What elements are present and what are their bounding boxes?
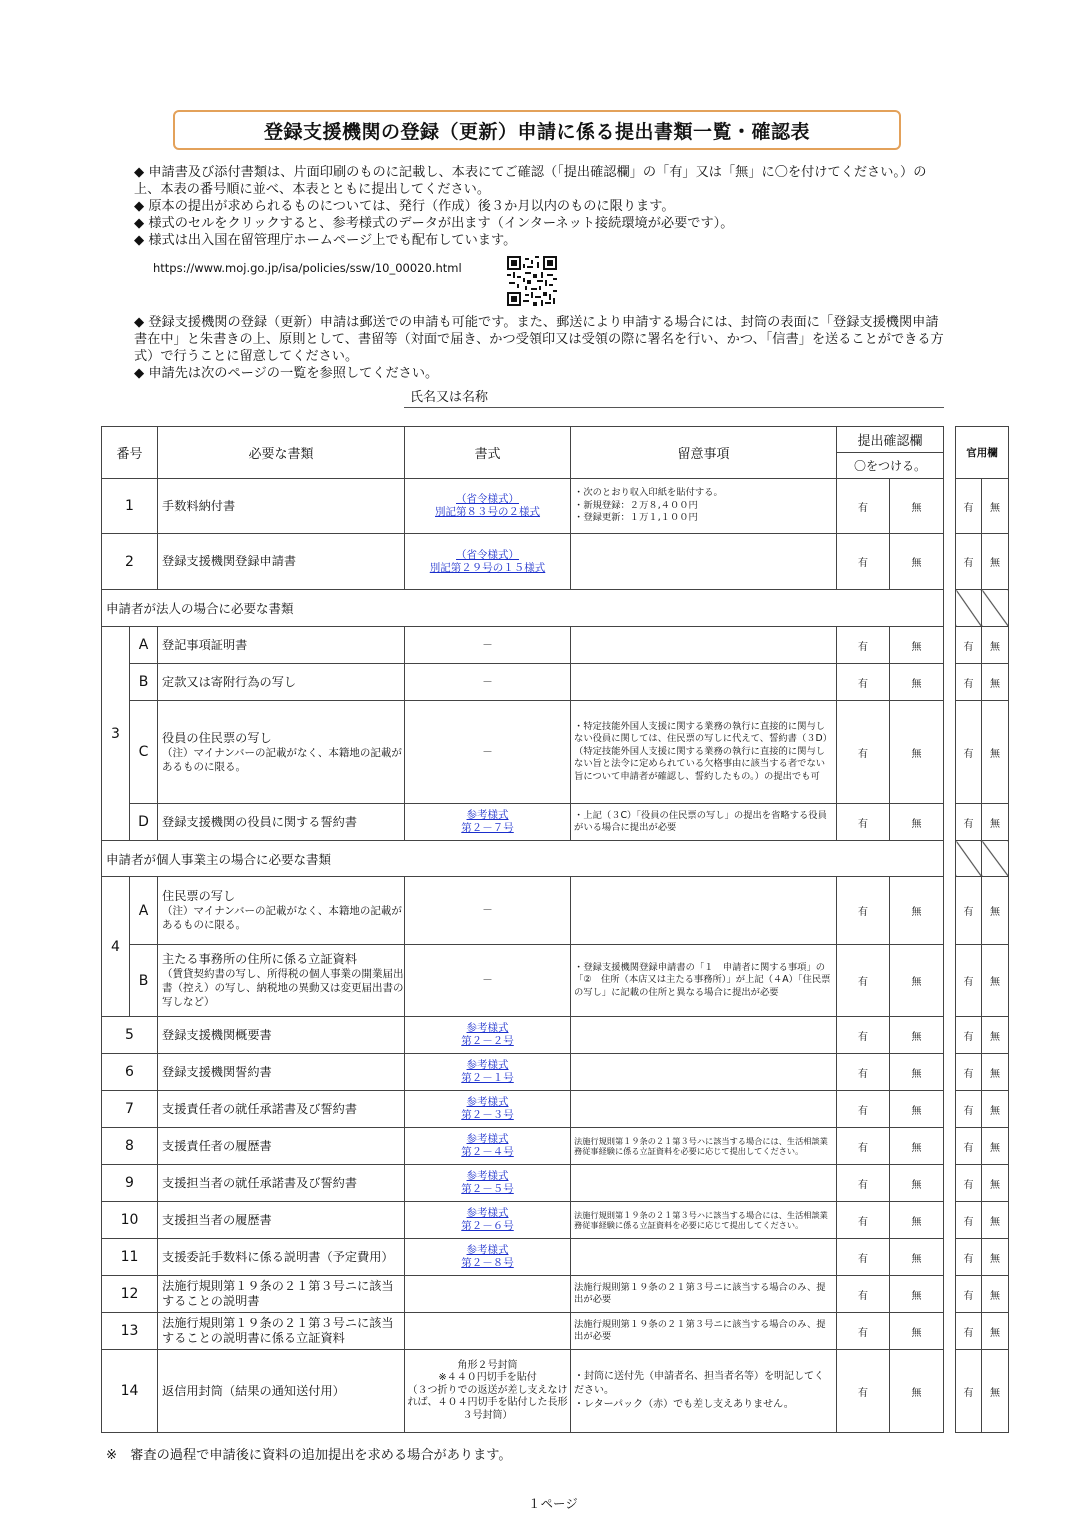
- confirm-yes[interactable]: 有: [837, 1202, 890, 1239]
- confirm-yes[interactable]: 有: [837, 1350, 890, 1433]
- instruction-line: ◆ 様式のセルをクリックすると、参考様式のデータが出ます（インターネット接続環境が必要です）。: [134, 216, 734, 231]
- office-no[interactable]: 無: [982, 1350, 1009, 1433]
- table-row: [102, 1313, 944, 1350]
- header-number: 番号: [102, 427, 158, 479]
- office-no[interactable]: 無: [982, 1165, 1009, 1202]
- format-link-line[interactable]: 第２－８号: [461, 1257, 514, 1269]
- row-number: 7: [102, 1091, 158, 1128]
- format-none: －: [405, 664, 571, 701]
- table-row: [102, 804, 944, 841]
- document-title: 住民票の写し: [162, 889, 236, 903]
- document-condition: （注）マイナンバーの記載がなく、本籍地の記載があるものに限る。: [162, 905, 402, 931]
- note-text: [571, 534, 837, 590]
- table-row: [102, 1054, 944, 1091]
- header-office-use: 官用欄: [956, 427, 1009, 479]
- instruction-line: ◆ 登録支援機関の登録（更新）申請は郵送での申請も可能です。また、郵送により申請する場合には、封筒の表面に「登録支援機関申請書在中」と朱書きの上、原則として、書留等（対面で届き、かつ受領印又は受領の際に署名を行い、かつ、「信書」を送ることができる方式）で行うことに留意してください。: [134, 315, 944, 364]
- format-link-line[interactable]: 第２－２号: [461, 1035, 514, 1047]
- table-row: [102, 701, 944, 804]
- row-number: 3: [102, 627, 130, 841]
- instruction-line: ◆ 申請先は次のページの一覧を参照してください。: [134, 366, 439, 381]
- row-sub-letter: A: [130, 627, 158, 664]
- format-link-line[interactable]: 参考様式: [466, 1059, 509, 1071]
- format-link[interactable]: [405, 1239, 571, 1276]
- office-slash: [956, 590, 982, 627]
- office-no[interactable]: 無: [982, 945, 1009, 1017]
- table-row: [102, 877, 944, 945]
- office-no[interactable]: 無: [982, 1128, 1009, 1165]
- document-condition: （賃貸契約書の写し、所得税の個人事業の開業届出書（控え）の写し、納税地の異動又は変更届出書の写しなど）: [162, 968, 404, 1008]
- note-text: ・登録支援機関登録申請書の「１ 申請者に関する事項」の「② 住所（本店又は主たる事務所）」が上記（４A）「住民票の写し」に記載の住所と異なる場合に提出が必要: [571, 945, 837, 1017]
- format-link[interactable]: [405, 1091, 571, 1128]
- row-number: 8: [102, 1128, 158, 1165]
- confirm-no[interactable]: 無: [890, 804, 944, 841]
- office-yes[interactable]: 有: [956, 1202, 982, 1239]
- confirm-no[interactable]: 無: [890, 1276, 944, 1313]
- confirm-no[interactable]: 無: [890, 1202, 944, 1239]
- note-text: 法施行規則第１９条の２１第３号ハに該当する場合には、生活相談業務従事経験に係る立証資料を必要に応じて提出してください。: [571, 1202, 837, 1239]
- note-text: 法施行規則第１９条の２１第３号ニに該当する場合のみ、提出が必要: [571, 1313, 837, 1350]
- document-name: 法施行規則第１９条の２１第３号ニに該当することの説明書: [158, 1276, 405, 1313]
- row-number: 11: [102, 1239, 158, 1276]
- confirm-yes[interactable]: 有: [837, 877, 890, 945]
- row-number: 5: [102, 1017, 158, 1054]
- office-no[interactable]: 無: [982, 479, 1009, 534]
- format-link-line[interactable]: 第２－４号: [461, 1146, 514, 1158]
- row-number: 14: [102, 1350, 158, 1433]
- office-yes[interactable]: 有: [956, 1017, 982, 1054]
- section-corporate: 申請者が法人の場合に必要な書類: [102, 590, 944, 627]
- document-name: 支援委託手数料に係る説明書（予定費用）: [158, 1239, 405, 1276]
- document-name: 登記事項証明書: [158, 627, 405, 664]
- confirm-no[interactable]: 無: [890, 1350, 944, 1433]
- document-name: 登録支援機関誓約書: [158, 1054, 405, 1091]
- confirm-no[interactable]: 無: [890, 701, 944, 804]
- office-no[interactable]: 無: [982, 1239, 1009, 1276]
- note-text: ・特定技能外国人支援に関する業務の執行に直接的に関与しない役員に関しては、住民票の写しに代えて、誓約書（３D）（特定技能外国人支援に関する業務の執行に直接的に関与しない旨と法令に定められている欠格事由に該当する者でない旨について申請者が確認し、誓約したもの。）の提出でも可: [571, 701, 837, 804]
- applicant-name-label: 氏名又は名称: [410, 390, 489, 405]
- confirm-yes[interactable]: 有: [837, 1165, 890, 1202]
- footer-note: ※ 審査の過程で申請後に資料の追加提出を求める場合があります。: [106, 1448, 512, 1463]
- header-notes: 留意事項: [571, 427, 837, 479]
- format-link[interactable]: [405, 1128, 571, 1165]
- page-title: 登録支援機関の登録（更新）申請に係る提出書類一覧・確認表: [173, 110, 901, 150]
- format-link[interactable]: [405, 1054, 571, 1091]
- format-none: －: [405, 877, 571, 945]
- office-yes[interactable]: 有: [956, 627, 982, 664]
- confirm-yes[interactable]: 有: [837, 1313, 890, 1350]
- document-name: 登録支援機関概要書: [158, 1017, 405, 1054]
- office-slash: [956, 841, 982, 877]
- header-confirm-sub: 〇をつける。: [837, 453, 944, 479]
- office-no[interactable]: 無: [982, 627, 1009, 664]
- table-row: [102, 1091, 944, 1128]
- applicant-name-field[interactable]: [404, 407, 944, 408]
- document-title: 役員の住民票の写し: [162, 730, 272, 745]
- office-no[interactable]: 無: [982, 1276, 1009, 1313]
- format-link-line[interactable]: 第２－６号: [461, 1220, 514, 1232]
- document-name: [158, 701, 405, 804]
- format-link-line[interactable]: 第２－３号: [461, 1109, 514, 1121]
- office-no[interactable]: 無: [982, 1202, 1009, 1239]
- office-yes[interactable]: 有: [956, 1165, 982, 1202]
- note-text: 法施行規則第１９条の２１第３号ニに該当する場合のみ、提出が必要: [571, 1276, 837, 1313]
- confirm-yes[interactable]: 有: [837, 627, 890, 664]
- mail-instructions: [134, 314, 944, 382]
- confirm-no[interactable]: 無: [890, 1091, 944, 1128]
- row-number: 6: [102, 1054, 158, 1091]
- office-yes[interactable]: 有: [956, 479, 982, 534]
- confirm-yes[interactable]: 有: [837, 1091, 890, 1128]
- document-name: [158, 877, 405, 945]
- office-yes[interactable]: 有: [956, 877, 982, 945]
- office-no[interactable]: 無: [982, 1313, 1009, 1350]
- row-sub-letter: B: [130, 664, 158, 701]
- document-name: 支援担当者の就任承諾書及び誓約書: [158, 1165, 405, 1202]
- format-link-line[interactable]: 参考様式: [466, 1170, 509, 1182]
- instruction-line: ◆ 原本の提出が求められるものについては、発行（作成）後３か月以内のものに限ります。: [134, 199, 675, 214]
- document-title: 主たる事務所の住所に係る立証資料: [162, 952, 358, 966]
- table-row: [102, 627, 944, 664]
- row-sub-letter: D: [130, 804, 158, 841]
- office-yes[interactable]: 有: [956, 945, 982, 1017]
- format-link-line[interactable]: 別記第２９号の１５様式: [429, 561, 546, 574]
- format-link[interactable]: [405, 534, 571, 590]
- format-empty: [405, 1276, 571, 1313]
- confirm-no[interactable]: 無: [890, 1054, 944, 1091]
- office-yes[interactable]: 有: [956, 534, 982, 590]
- confirm-yes[interactable]: 有: [837, 479, 890, 534]
- format-link[interactable]: [405, 479, 571, 534]
- header-format: 書式: [405, 427, 571, 479]
- table-row: [102, 1350, 944, 1433]
- table-row: [102, 1276, 944, 1313]
- row-number: 2: [102, 534, 158, 590]
- format-empty: [405, 1313, 571, 1350]
- row-number: 9: [102, 1165, 158, 1202]
- table-row: [102, 1239, 944, 1276]
- format-none: －: [405, 627, 571, 664]
- note-text: [571, 1054, 837, 1091]
- qr-code-icon: [507, 256, 557, 306]
- document-name: 登録支援機関登録申請書: [158, 534, 405, 590]
- confirm-no[interactable]: 無: [890, 1017, 944, 1054]
- row-sub-letter: B: [130, 945, 158, 1017]
- format-link-line[interactable]: 参考様式: [466, 1207, 509, 1219]
- note-text: [571, 664, 837, 701]
- row-number: 13: [102, 1313, 158, 1350]
- confirm-yes[interactable]: 有: [837, 701, 890, 804]
- confirm-no[interactable]: 無: [890, 664, 944, 701]
- document-name: 返信用封筒（結果の通知送付用）: [158, 1350, 405, 1433]
- office-yes[interactable]: 有: [956, 1313, 982, 1350]
- office-no[interactable]: 無: [982, 534, 1009, 590]
- row-sub-letter: A: [130, 877, 158, 945]
- confirm-yes[interactable]: 有: [837, 664, 890, 701]
- instruction-line: ◆ 様式は出入国在留管理庁ホームページ上でも配布しています。: [134, 233, 517, 248]
- confirm-no[interactable]: 無: [890, 1239, 944, 1276]
- format-link-line[interactable]: （省令様式）: [456, 493, 520, 505]
- table-row: [102, 1017, 944, 1054]
- document-name: 法施行規則第１９条の２１第３号ニに該当することの説明書に係る立証資料: [158, 1313, 405, 1350]
- format-link-line[interactable]: （省令様式）: [456, 548, 520, 561]
- confirm-yes[interactable]: 有: [837, 1017, 890, 1054]
- note-text: [571, 627, 837, 664]
- confirm-no[interactable]: 無: [890, 1165, 944, 1202]
- instructions: [134, 164, 944, 249]
- format-link-line[interactable]: 参考様式: [466, 1096, 509, 1108]
- note-text: [571, 1091, 837, 1128]
- document-checklist-table: [101, 426, 944, 1433]
- confirm-no[interactable]: 無: [890, 479, 944, 534]
- header-document: 必要な書類: [158, 427, 405, 479]
- office-no[interactable]: 無: [982, 877, 1009, 945]
- table-row: [102, 1202, 944, 1239]
- format-link[interactable]: [405, 1202, 571, 1239]
- note-text: ・次のとおり収入印紙を貼付する。 ・新規登録：２万８,４００円 ・登録更新：１万１,１００円: [571, 479, 837, 534]
- format-link[interactable]: [405, 1017, 571, 1054]
- office-yes[interactable]: 有: [956, 1128, 982, 1165]
- format-link-line[interactable]: 参考様式: [466, 809, 509, 821]
- row-sub-letter: C: [130, 701, 158, 804]
- table-row: [102, 1128, 944, 1165]
- office-no[interactable]: 無: [982, 804, 1009, 841]
- confirm-yes[interactable]: 有: [837, 1128, 890, 1165]
- office-yes[interactable]: 有: [956, 1239, 982, 1276]
- note-text: [571, 877, 837, 945]
- format-link-line[interactable]: 別記第８３号の２様式: [435, 506, 541, 518]
- format-link[interactable]: [405, 804, 571, 841]
- header-confirm: 提出確認欄: [837, 427, 944, 453]
- document-condition: （注）マイナンバーの記載がなく、本籍地の記載があるものに限る。: [162, 746, 402, 773]
- format-none: －: [405, 945, 571, 1017]
- row-number: 12: [102, 1276, 158, 1313]
- office-yes[interactable]: 有: [956, 1276, 982, 1313]
- format-link-line[interactable]: 第２－７号: [461, 822, 514, 834]
- confirm-no[interactable]: 無: [890, 1128, 944, 1165]
- office-no[interactable]: 無: [982, 664, 1009, 701]
- confirm-no[interactable]: 無: [890, 945, 944, 1017]
- confirm-no[interactable]: 無: [890, 877, 944, 945]
- section-sole-proprietor: 申請者が個人事業主の場合に必要な書類: [102, 841, 944, 877]
- office-yes[interactable]: 有: [956, 1350, 982, 1433]
- office-no[interactable]: 無: [982, 701, 1009, 804]
- row-number: 1: [102, 479, 158, 534]
- table-row: [102, 479, 944, 534]
- confirm-yes[interactable]: 有: [837, 804, 890, 841]
- reference-url[interactable]: https://www.moj.go.jp/isa/policies/ssw/10_00020.html: [153, 261, 462, 275]
- document-name: 登録支援機関の役員に関する誓約書: [158, 804, 405, 841]
- row-number: 10: [102, 1202, 158, 1239]
- note-text: ・封筒に送付先（申請者名、担当者名等）を明記してください。 ・レターパック（赤）でも差し支えありません。: [571, 1350, 837, 1433]
- note-text: [571, 1165, 837, 1202]
- confirm-yes[interactable]: 有: [837, 1276, 890, 1313]
- format-link-line[interactable]: 第２－５号: [461, 1183, 514, 1195]
- format-link-line[interactable]: 参考様式: [466, 1022, 509, 1034]
- document-name: 手数料納付書: [158, 479, 405, 534]
- note-text: ・上記（３C）「役員の住民票の写し」の提出を省略する役員がいる場合に提出が必要: [571, 804, 837, 841]
- confirm-no[interactable]: 無: [890, 627, 944, 664]
- office-yes[interactable]: 有: [956, 701, 982, 804]
- format-link-line[interactable]: 参考様式: [466, 1244, 509, 1256]
- confirm-yes[interactable]: 有: [837, 534, 890, 590]
- page-number: １ページ: [528, 1496, 578, 1511]
- format-link[interactable]: [405, 1165, 571, 1202]
- table-row: [102, 534, 944, 590]
- office-use-table: [955, 426, 1009, 1433]
- format-link-line[interactable]: 第２－１号: [461, 1072, 514, 1084]
- table-row: [102, 945, 944, 1017]
- office-yes[interactable]: 有: [956, 1091, 982, 1128]
- office-yes[interactable]: 有: [956, 804, 982, 841]
- note-text: [571, 1239, 837, 1276]
- table-row: [102, 664, 944, 701]
- document-name: 定款又は寄附行為の写し: [158, 664, 405, 701]
- office-no[interactable]: 無: [982, 1054, 1009, 1091]
- document-name: 支援担当者の履歴書: [158, 1202, 405, 1239]
- office-no[interactable]: 無: [982, 1091, 1009, 1128]
- note-text: [571, 1017, 837, 1054]
- office-no[interactable]: 無: [982, 1017, 1009, 1054]
- format-text: 角形２号封筒 ※４４０円切手を貼付 （３つ折りでの返送が差し支えなければ、４０４円切手を貼付した長形３号封筒）: [405, 1350, 571, 1433]
- office-yes[interactable]: 有: [956, 1054, 982, 1091]
- instruction-line: ◆ 申請書及び添付書類は、片面印刷のものに記載し、本表にてご確認（「提出確認欄」の「有」又は「無」に〇を付けてください。）の上、本表の番号順に並べ、本表とともに提出してください。: [134, 165, 927, 197]
- note-text: 法施行規則第１９条の２１第３号ハに該当する場合には、生活相談業務従事経験に係る立証資料を必要に応じて提出してください。: [571, 1128, 837, 1165]
- confirm-yes[interactable]: 有: [837, 1239, 890, 1276]
- confirm-yes[interactable]: 有: [837, 945, 890, 1017]
- document-name: [158, 945, 405, 1017]
- format-none: －: [405, 701, 571, 804]
- format-link-line[interactable]: 参考様式: [466, 1133, 509, 1145]
- document-name: 支援責任者の履歴書: [158, 1128, 405, 1165]
- document-name: 支援責任者の就任承諾書及び誓約書: [158, 1091, 405, 1128]
- confirm-yes[interactable]: 有: [837, 1054, 890, 1091]
- office-slash: [982, 590, 1009, 627]
- row-number: 4: [102, 877, 130, 1017]
- confirm-no[interactable]: 無: [890, 1313, 944, 1350]
- office-slash: [982, 841, 1009, 877]
- office-yes[interactable]: 有: [956, 664, 982, 701]
- confirm-no[interactable]: 無: [890, 534, 944, 590]
- table-row: [102, 1165, 944, 1202]
